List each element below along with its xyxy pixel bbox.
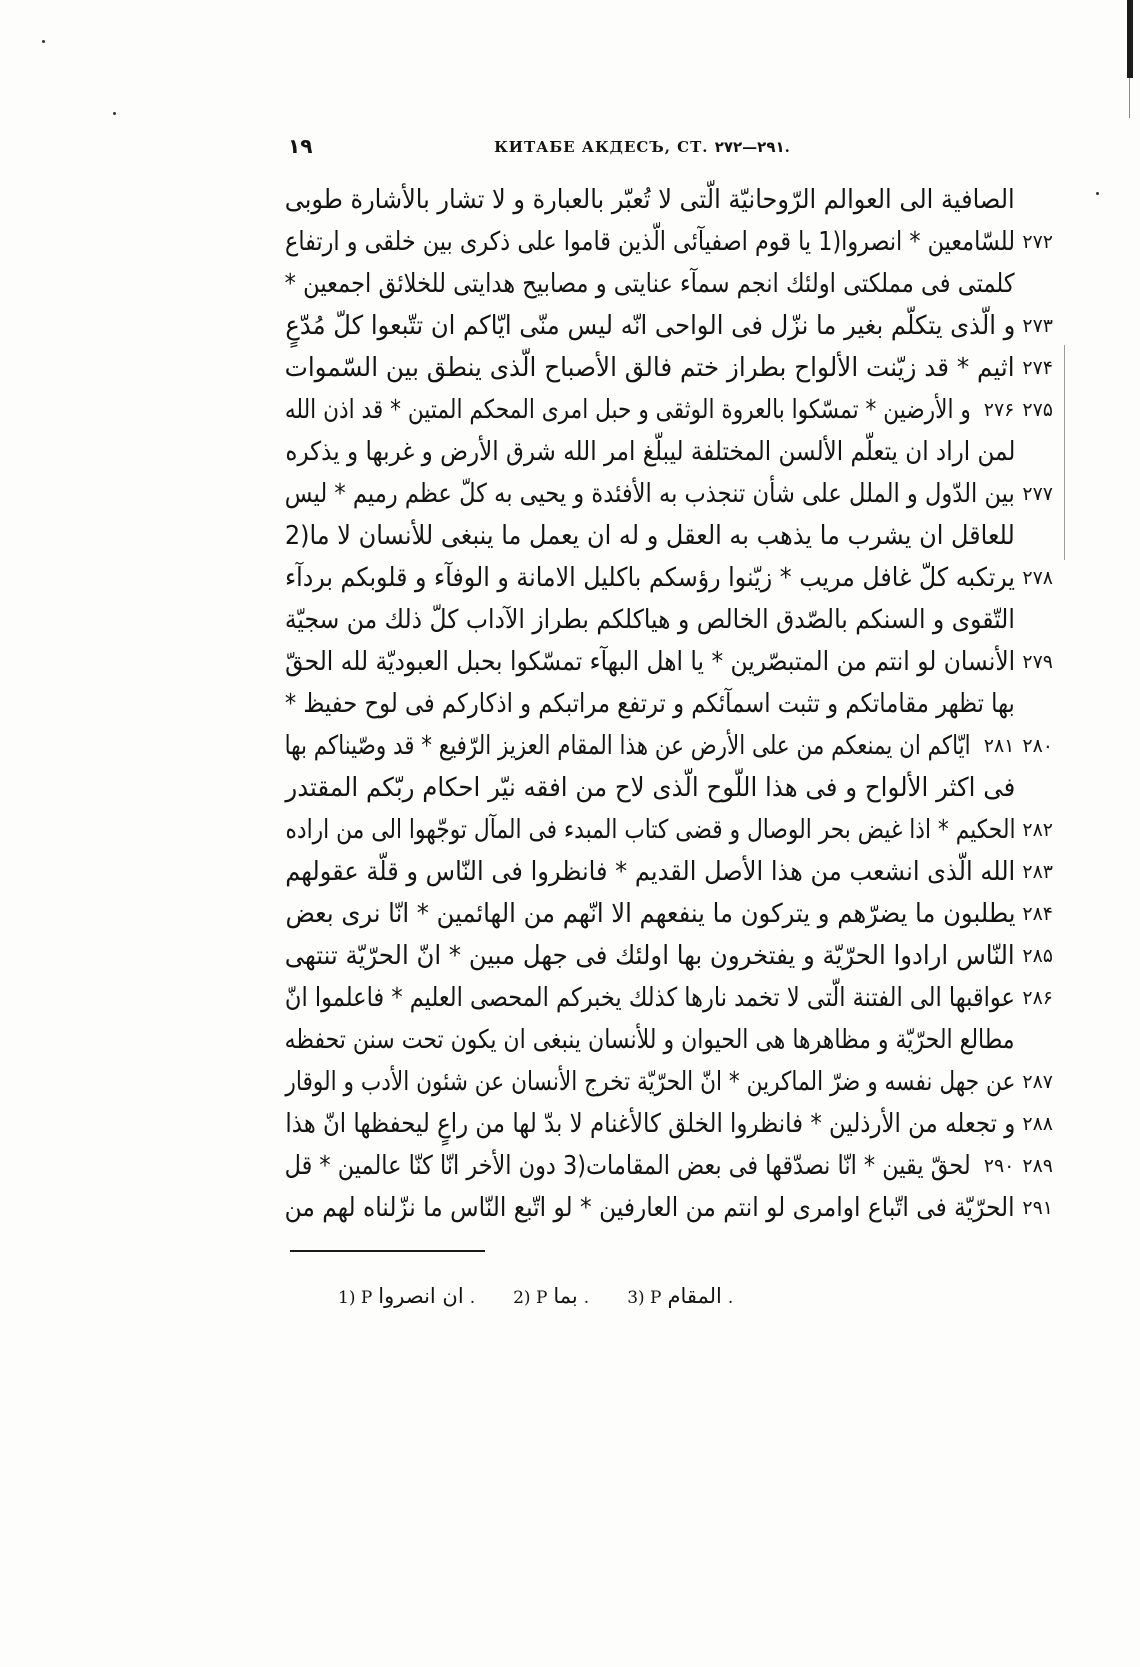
verse-number: ۲۸۸ [1022, 1113, 1053, 1135]
line-text: بها تظهر مقاماتكم و تثبت اسمآئكم و ترتفع مراتبكم و اذكاركم فى لوح حفيظ * [285, 689, 1015, 719]
verse-number: ۲۷۴ [1022, 357, 1053, 379]
footnote-reading: المقام [667, 1284, 722, 1308]
line-text: اثيم * قد زيّنت الألواح بطراز ختم فالق الأصباح الّذى ينطق بين السّموات [285, 353, 1015, 383]
text-line [285, 305, 1053, 347]
footnote-label: 3) P [627, 1288, 662, 1308]
footnote-rule [290, 1250, 485, 1252]
line-text: لحقّ يقين * انّا نصدّقها فى بعض المقامات(3 دون الأخر انّا كنّا عالمين * قل [285, 1151, 971, 1181]
verse-number: ۲۸۷ [1022, 1071, 1053, 1093]
line-text-area [285, 221, 1015, 263]
line-text-area [285, 809, 1015, 851]
line-text: الحكيم * اذا غيض بحر الوصال و قضى كتاب المبدء فى المآل توجّهوا الى من اراده [285, 815, 1015, 845]
text-line [285, 473, 1053, 515]
text-line [285, 767, 1015, 809]
footnote-end: . [469, 1288, 476, 1308]
running-title: КИТАБЕ АКДЕСЪ, СТ. ۲۷۲—۲۹۱. [494, 138, 790, 156]
text-line [285, 515, 1015, 557]
verse-number: ۲۷۸ [1022, 567, 1053, 589]
text-line [285, 1187, 1053, 1229]
line-text: لمن اراد ان يتعلّم الألسن المختلفة ليبلّغ امر الله شرق الأرض و غربها و يذكره [285, 437, 1015, 467]
line-text: فى اكثر الألواح و فى هذا اللّوح الّذى لاح من افقه نيّر احكام ربّكم المقتدر [285, 773, 1015, 803]
margin-rule [1064, 345, 1065, 560]
line-text: بين الدّول و الملل على شأن تنجذب به الأفئدة و يحيى به كلّ عظم رميم * ليس [285, 479, 1015, 509]
speck [1096, 192, 1099, 195]
text-line [285, 1103, 1053, 1145]
line-text-area [285, 1103, 1015, 1145]
footnote [338, 1284, 475, 1308]
verse-numbers [1022, 221, 1053, 263]
verse-numbers [1022, 893, 1053, 935]
line-text-area [285, 893, 1015, 935]
line-text-area [285, 263, 1015, 305]
verse-numbers [1022, 1061, 1053, 1103]
text-line [285, 977, 1053, 1019]
verse-number: ۲۸۹ [1022, 1155, 1053, 1177]
footnote-reading: بما [553, 1284, 578, 1308]
text-line [285, 599, 1015, 641]
speck [113, 112, 116, 115]
verse-number: ۲۷۵ [1022, 399, 1053, 421]
line-text-area [285, 1187, 1015, 1229]
line-text: النّاس ارادوا الحرّيّة و يفتخرون بها اولئك فى جهل مبين * انّ الحرّيّة تنتهى [285, 941, 1015, 971]
line-text: عن جهل نفسه و ضرّ الماكرين * انّ الحرّيّة تخرج الأنسان عن شئون الأدب و الوقار [285, 1067, 1015, 1097]
line-text-area [285, 851, 1015, 893]
verse-numbers [1022, 851, 1053, 893]
verse-number: ۲۸۳ [1022, 861, 1053, 883]
line-text-area [285, 641, 1015, 683]
line-text-area [285, 725, 971, 767]
line-text-area [285, 473, 1015, 515]
footnote [513, 1284, 589, 1308]
line-text-area [285, 767, 1015, 809]
verse-numbers [1022, 557, 1053, 599]
footnote-reading: ان انصروا [378, 1284, 464, 1308]
verse-number: ۲۹۰ [983, 1155, 1015, 1177]
verse-number: ۲۷۳ [1022, 315, 1053, 337]
footnote-end: . [583, 1288, 590, 1308]
line-text: التّقوى و السنكم بالصّدق الخالص و هياكلكم بطراز الآداب كلّ ذلك من سجيّة [285, 605, 1015, 635]
text-line [285, 347, 1053, 389]
verse-numbers [1022, 1187, 1053, 1229]
text-line [285, 557, 1053, 599]
line-text: و الأرضين * تمسّكوا بالعروة الوثقى و حبل امرى المحكم المتين * قد اذن الله [285, 395, 971, 425]
line-text: ايّاكم ان يمنعكم من على الأرض عن هذا المقام العزيز الرّفيع * قد وصّيناكم بها [285, 731, 971, 761]
line-text-area [285, 557, 1015, 599]
line-text: عواقبها الى الفتنة الّتى لا تخمد نارها كذلك يخبركم المحصى العليم * فاعلموا انّ [285, 983, 1015, 1013]
line-text: للعاقل ان يشرب ما يذهب به العقل و له ان يعمل ما ينبغى للأنسان لا ما(2 [285, 521, 1016, 551]
verse-number: ۲۷۷ [1022, 483, 1053, 505]
line-text-area [285, 935, 1015, 977]
text-line [285, 221, 1053, 263]
verse-numbers [984, 389, 1053, 431]
text-line [285, 1019, 1015, 1061]
verse-numbers [1022, 641, 1053, 683]
text-line [285, 1061, 1053, 1103]
verse-number: ۲۸۱ [983, 735, 1015, 757]
line-text: الله الّذى انشعب من هذا الأصل القديم * فانظروا فى النّاس و قلّة عقولهم [285, 857, 1015, 887]
verse-numbers [1022, 347, 1053, 389]
verse-number: ۲۸۲ [1022, 819, 1053, 841]
line-text: يرتكبه كلّ غافل مريب * زيّنوا رؤسكم باكليل الامانة و الوفآء و قلوبكم بردآء [285, 563, 1015, 593]
footnote-end: . [727, 1288, 734, 1308]
verse-numbers [1022, 473, 1053, 515]
verse-number: ۲۷۲ [1022, 231, 1053, 253]
text-line [285, 179, 1015, 221]
line-text: و تجعله من الأرذلين * فانظروا الخلق كالأغنام لا بدّ لها من راعٍ ليحفظها انّ هذا [285, 1109, 1015, 1139]
footnote [627, 1284, 733, 1308]
verse-numbers [984, 725, 1053, 767]
scan-edge [1127, 0, 1133, 78]
line-text-area [285, 305, 1015, 347]
page-number: ۱۹ [288, 134, 313, 158]
line-text: الصافية الى العوالم الرّوحانيّة الّتى لا تُعبّر بالعبارة و لا تشار بالأشارة طوبى [285, 185, 1015, 215]
line-text: الأنسان لو انتم من المتبصّرين * يا اهل البهآء تمسّكوا بحبل العبوديّة لله الحقّ [285, 647, 1015, 677]
text-line [285, 893, 1053, 935]
text-line [285, 641, 1053, 683]
speck [42, 40, 45, 43]
scan-edge-line [1129, 78, 1130, 118]
line-text: للسّامعين * انصروا(1 يا قوم اصفيآئى الّذين قاموا على ذكرى بين خلقى و ارتفاع [285, 227, 1015, 257]
text-line [285, 725, 1053, 767]
verse-number: ۲۸۴ [1022, 903, 1053, 925]
verse-number: ۲۸۰ [1022, 735, 1053, 757]
text-line [285, 263, 1015, 305]
line-text: و الّذى يتكلّم بغير ما نزّل فى الواحى انّه ليس منّى ايّاكم ان تتّبعوا كلّ مُدّعٍ [285, 311, 1015, 341]
verse-number: ۲۹۱ [1022, 1197, 1053, 1219]
footnotes [338, 1284, 733, 1308]
text-line [285, 431, 1015, 473]
line-text-area [285, 1019, 1015, 1061]
verse-numbers [1022, 935, 1053, 977]
line-text: كلمتى فى مملكتى اولئك انجم سمآء عنايتى و مصابيح هدايتى للخلائق اجمعين * [285, 269, 1015, 299]
line-text-area [285, 347, 1015, 389]
line-text: الحرّيّة فى اتّباع اوامرى لو انتم من العارفين * لو اتّبع النّاس ما نزّلناه لهم من [285, 1193, 1015, 1223]
line-text-area [285, 599, 1015, 641]
text-line [285, 935, 1053, 977]
line-text-area [285, 1061, 1015, 1103]
text-line [285, 683, 1015, 725]
line-text-area [285, 389, 971, 431]
line-text: يطلبون ما يضرّهم و يتركون ما ينفعهم الا انّهم من الهائمين * انّا نرى بعض [285, 899, 1015, 929]
verse-numbers [1022, 1103, 1053, 1145]
text-line [285, 809, 1053, 851]
verse-numbers [1022, 977, 1053, 1019]
verse-text-block [285, 179, 1053, 1229]
line-text-area [285, 431, 1015, 473]
verse-number: ۲۸۵ [1022, 945, 1053, 967]
text-line [285, 851, 1053, 893]
line-text-area [285, 179, 1015, 221]
footnote-label: 1) P [338, 1288, 373, 1308]
text-line [285, 1145, 1053, 1187]
verse-numbers [984, 1145, 1053, 1187]
verse-numbers [1022, 809, 1053, 851]
verse-number: ۲۸۶ [1022, 987, 1053, 1009]
verse-number: ۲۷۶ [983, 399, 1015, 421]
line-text: مطالع الحرّيّة و مظاهرها هى الحيوان و للأنسان ينبغى ان يكون تحت سنن تحفظه [285, 1025, 1015, 1055]
line-text-area [285, 515, 1015, 557]
footnote-label: 2) P [513, 1288, 548, 1308]
verse-number: ۲۷۹ [1022, 651, 1053, 673]
verse-numbers [1022, 305, 1053, 347]
text-line [285, 389, 1053, 431]
line-text-area [285, 977, 1015, 1019]
line-text-area [285, 683, 1015, 725]
line-text-area [285, 1145, 971, 1187]
